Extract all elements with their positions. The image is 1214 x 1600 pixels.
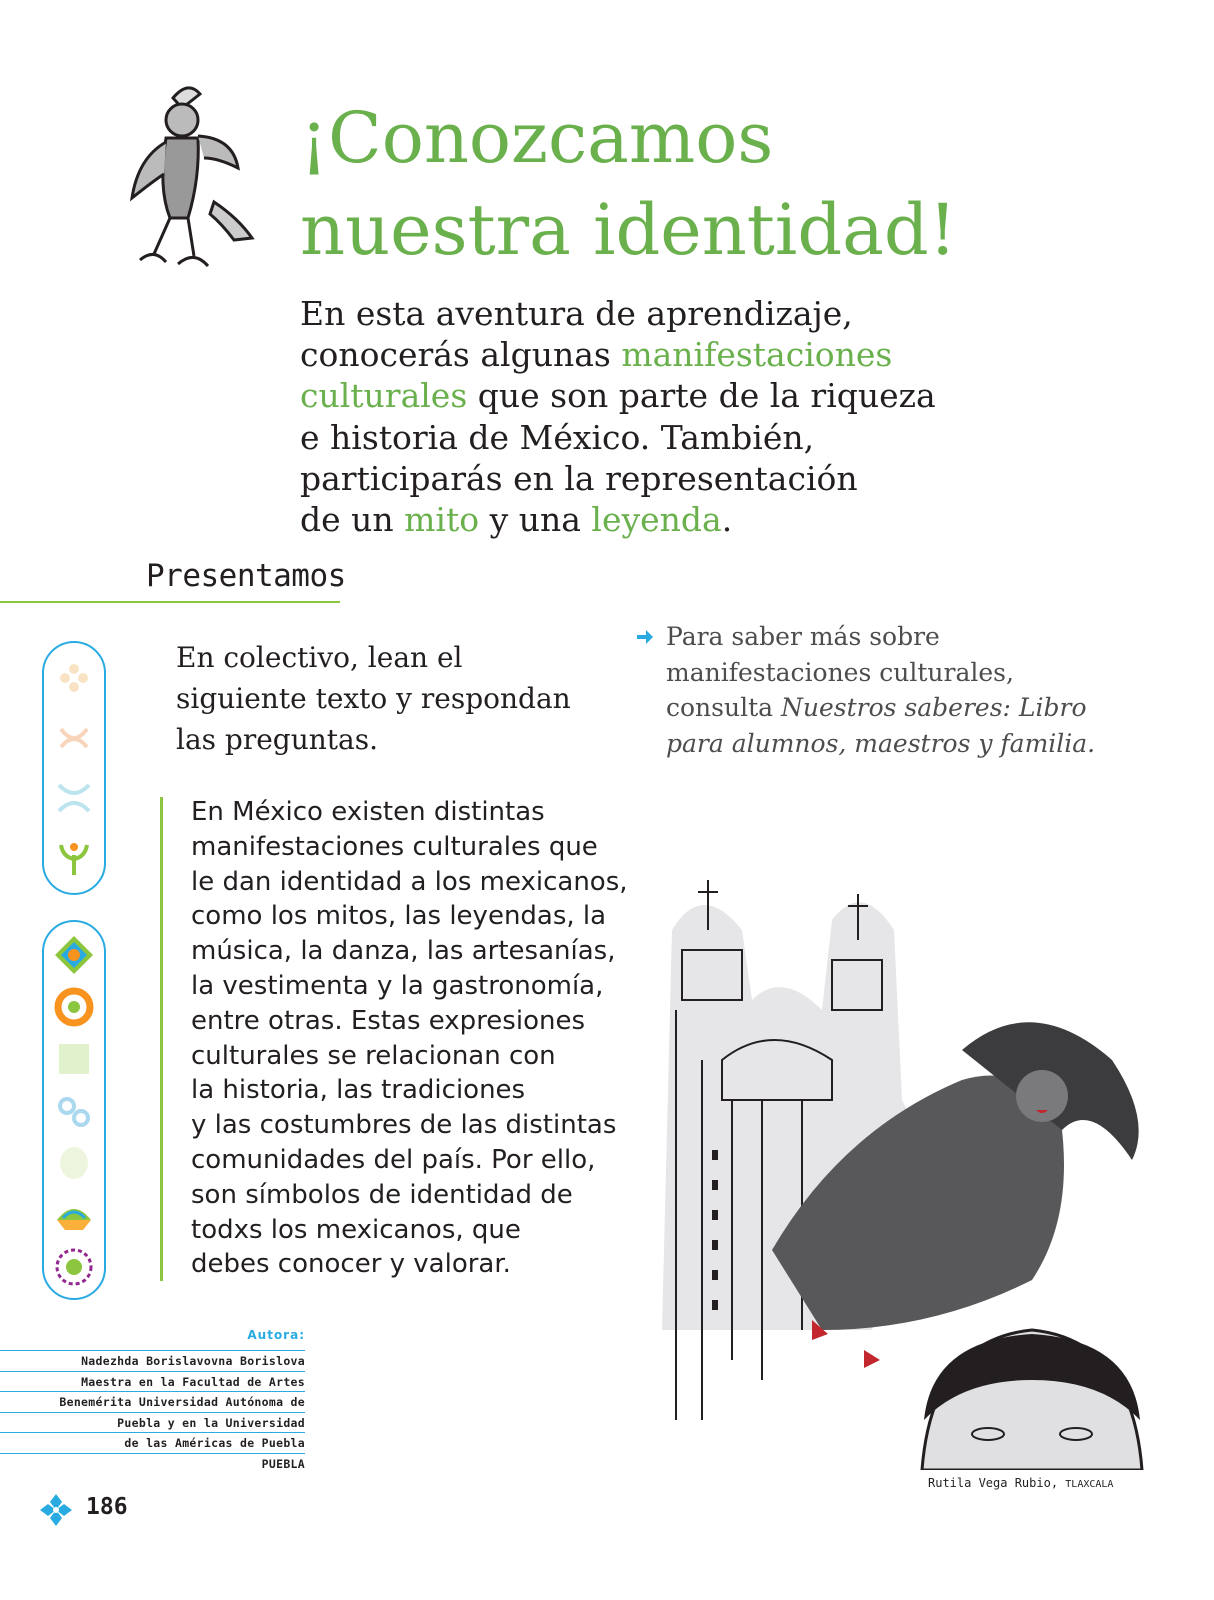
reading-passage (191, 795, 651, 1282)
intro-paragraph (300, 293, 1000, 540)
reading-line: entre otras. Estas expresiones (191, 1005, 585, 1036)
reading-line: música, la danza, las artesanías, (191, 936, 616, 967)
info-line: Para saber más sobre (666, 622, 940, 651)
axis-faded-3 (53, 1142, 95, 1184)
author-credit-line: Benemérita Universidad Autónoma de (0, 1391, 305, 1412)
reading-line: son símbolos de identidad de (191, 1179, 573, 1210)
intro-line (300, 375, 1000, 416)
reading-line: culturales se relacionan con (191, 1040, 556, 1071)
author-credit-line: Nadezhda Borislavovna Borislova (0, 1350, 305, 1371)
author-credit-line: PUEBLA (0, 1453, 305, 1474)
arrow-right-icon (636, 628, 654, 646)
aztec-glyph-icon (118, 78, 258, 278)
book-title-cont: para alumnos, maestros y familia. (666, 728, 1096, 758)
church-legend-illustration (632, 860, 1160, 1470)
info-text: consulta (666, 693, 781, 722)
reading-line: como los mitos, las leyendas, la (191, 901, 607, 932)
reading-line: debes conocer y valorar. (191, 1249, 511, 1280)
info-line (666, 726, 1146, 762)
section-heading: Presentamos (146, 558, 346, 594)
axis-wreath-icon (53, 1246, 95, 1288)
instruction-line: En colectivo, lean el (176, 641, 463, 674)
info-line: manifestaciones culturales, (666, 657, 1014, 687)
reading-accent-bar (160, 797, 163, 1281)
more-info-note (666, 619, 1146, 761)
keyword-leyenda: leyenda (591, 500, 722, 540)
artist-name: Rutila Vega Rubio, (928, 1476, 1066, 1490)
intro-line: participarás en la representación (300, 458, 858, 498)
keyword-culturales: culturales (300, 376, 468, 416)
axis-icon-rail (42, 920, 106, 1300)
instruction-line: siguiente texto y respondan (176, 682, 571, 715)
section-divider (0, 601, 340, 603)
intro-text: que son parte de la riqueza (467, 376, 936, 416)
page-number: 186 (86, 1494, 128, 1520)
page-number-icon (38, 1492, 74, 1528)
author-credit-line: de las Américas de Puebla (0, 1432, 305, 1453)
reading-line: comunidades del país. Por ello, (191, 1144, 596, 1175)
title-line-2: nuestra identidad! (300, 189, 957, 271)
axis-faded-2 (53, 1090, 95, 1132)
axis-faded-1 (53, 1038, 95, 1080)
reading-line: le dan identidad a los mexicanos, (191, 866, 628, 897)
reading-line: la historia, las tradiciones (191, 1075, 526, 1106)
artist-place: TLAXCALA (1065, 1479, 1114, 1490)
instruction-line: las preguntas. (176, 723, 379, 756)
reading-line: En México existen distintas (191, 797, 545, 827)
intro-line: En esta aventura de aprendizaje, (300, 294, 853, 333)
axis-circle-icon (53, 986, 95, 1028)
intro-line (300, 334, 1000, 375)
instruction-text (176, 637, 616, 760)
intro-line: e historia de México. También, (300, 417, 815, 457)
page-title (300, 92, 1060, 276)
info-line (666, 690, 1146, 726)
intro-line (300, 499, 1000, 540)
intro-text: y una (479, 500, 592, 540)
campus-icon-rail (42, 641, 106, 895)
axis-shell-icon (53, 1194, 95, 1236)
author-credit-line: Puebla y en la Universidad (0, 1412, 305, 1433)
campus-icon-faded-3 (53, 777, 95, 819)
reading-line: la vestimenta y la gastronomía, (191, 970, 604, 1001)
reading-line: y las costumbres de las distintas (191, 1110, 617, 1141)
keyword-manifestaciones: manifestaciones (621, 335, 893, 375)
illustration-credit (928, 1476, 1113, 1490)
campus-icon-faded-2 (53, 717, 95, 759)
author-label: Autora: (247, 1328, 305, 1342)
intro-text: conocerás algunas (300, 335, 622, 375)
community-sprout-icon (53, 837, 95, 879)
intro-text: . (721, 500, 733, 540)
campus-icon-faded-1 (53, 657, 95, 699)
intro-text: de un (300, 500, 405, 540)
author-credit-line: Maestra en la Facultad de Artes (0, 1371, 305, 1392)
axis-diamond-icon (53, 934, 95, 976)
reading-line: todxs los mexicanos, que (191, 1214, 521, 1245)
keyword-mito: mito (404, 500, 480, 540)
reading-line: manifestaciones culturales que (191, 831, 598, 862)
title-line-1: ¡Conozcamos (300, 97, 774, 179)
book-title: Nuestros saberes: Libro (780, 693, 1087, 722)
